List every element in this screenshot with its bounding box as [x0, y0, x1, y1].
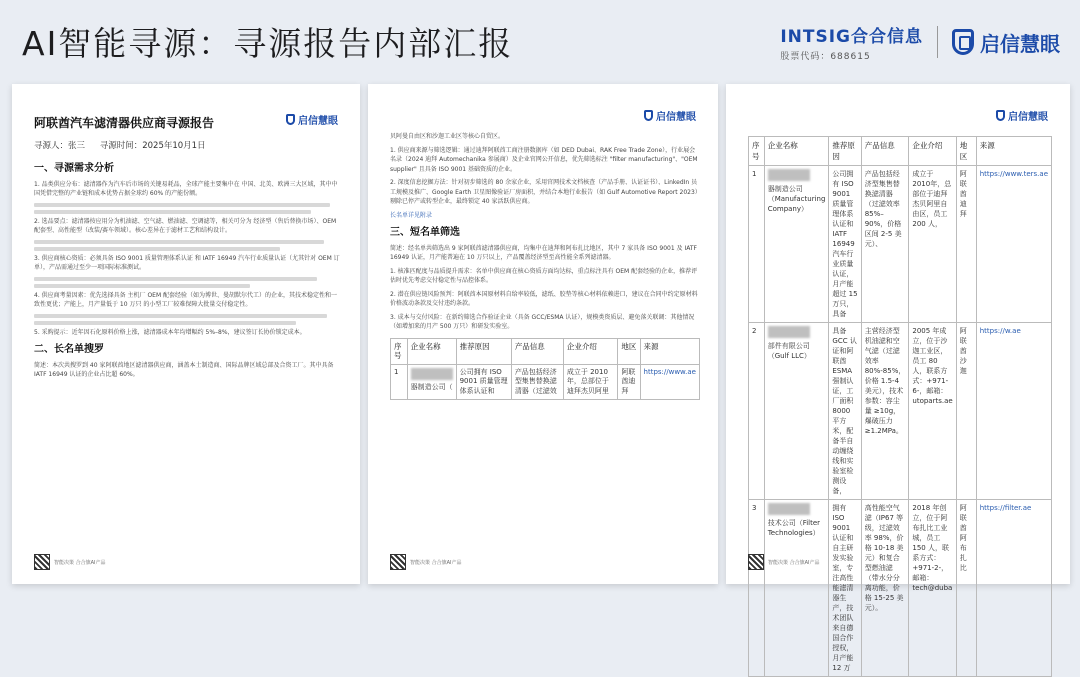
table-header: 地区	[956, 137, 976, 166]
table-cell: 阿联酋迪拜	[956, 166, 976, 323]
table-header: 产品信息	[511, 338, 563, 364]
shield-icon	[644, 110, 653, 121]
report-date: 寻源时间：2025年10月1日	[99, 141, 206, 151]
table-header-row	[749, 137, 1052, 166]
table-cell: 产品包括经济型集售替换滤清器（过滤效	[511, 364, 563, 400]
shortlist-table-wrap	[748, 136, 1052, 677]
footer-text: 智能决策 合合旗AI产品	[54, 559, 106, 566]
table-cell: 阿联酋迪拜	[618, 364, 640, 400]
page-footer	[390, 554, 462, 570]
report-page-1	[12, 84, 360, 584]
shield-icon	[996, 110, 1005, 121]
qr-code-icon	[748, 554, 764, 570]
table-header: 企业名称	[764, 137, 829, 166]
table-row	[749, 166, 1052, 323]
table-cell: 2018 年创立，位于阿布扎比工业城，员工 150 人，联系方式：+971-2-，邮箱：tech@duba	[909, 500, 956, 677]
shield-icon	[286, 114, 295, 125]
table-header: 企业名称	[407, 338, 456, 364]
section-heading: 二、长名单搜罗	[34, 344, 104, 355]
paragraph: 2. 深度信息挖掘方法：针对初步筛选的 80 余家企业，采用官网技术文档核查（产品手册、认证证书）、LinkedIn 员工规模及推广、Google Earth 卫星图像验证厂房面积，并结合本地行业报告（如 Gulf Automotive Report 2023）剔除已停产或转型企业，最终锁定 40 家活跃供应商。	[390, 179, 698, 205]
qr-code-icon	[390, 554, 406, 570]
paragraph: 1. 品类供应分布：滤清器作为汽车后市场的关键易耗品，全球产能主要集中在 中国、北美、欧洲三大区域，其中中国凭借完整的产业链和成本优势占据全球约 60% 的产能份额。	[34, 180, 338, 197]
table-header: 产品信息	[861, 137, 909, 166]
page-footer	[34, 554, 106, 570]
page-logo	[286, 112, 338, 127]
report-title: 阿联酋汽车滤清器供应商寻源报告	[34, 116, 215, 130]
page-logo-text: 启信慧眼	[656, 112, 696, 123]
section-heading: 一、寻源需求分析	[34, 163, 114, 174]
table-header: 推荐原因	[456, 338, 511, 364]
paragraph: 2. 选品要点：滤清器按应用分为机油滤、空气滤、燃油滤、空调滤等，相关可分为 经济型（售后替换市场）、OEM 配套型、高性能型（改装/赛车领域）。核心差异在于滤材工艺和结构设计。	[34, 217, 337, 234]
table-header: 来源	[976, 137, 1051, 166]
paragraph: 简述：经名单共筛选出 9 家阿联酋滤清器供应商，均集中在迪拜和阿布扎比地区，其中 7 家具备 ISO 9001 及 IATF 16949 认证，月产能普遍在 10 万只以上，产品覆盖经济型至高性能全系列滤清器。	[390, 244, 697, 261]
table-cell: 1	[391, 364, 408, 400]
logo-divider	[937, 26, 938, 58]
table-header: 企业介绍	[563, 338, 618, 364]
table-cell[interactable]: https://www.ters.ae	[976, 166, 1051, 323]
brand-logo	[952, 28, 1060, 57]
table-cell: 主营经济型机油滤和空气滤（过滤效率 80%-85%，价格 1.5-4 美元），技术参数：容尘量 ≥10g，爆破压力 ≥1.2MPa。	[861, 323, 909, 500]
intsig-name: INTSIG合合信息	[780, 27, 923, 47]
table-cell: 技术公司（Filter Technologies）	[764, 500, 829, 677]
paragraph: 3. 供应商核心资质：必须具备 ISO 9001 质量管理体系认证 和 IATF 16949 汽车行业质量认证（尤其针对 OEM 订单），产品需通过至少一项国际标准测试。	[34, 254, 340, 271]
requester: 寻源人：张三	[34, 141, 86, 151]
page-logo	[996, 108, 1048, 123]
table-cell: 器制造公司（Manufacturing Company）	[764, 166, 829, 323]
table-cell[interactable]: https://w.ae	[976, 323, 1051, 500]
table-header: 序号	[749, 137, 765, 166]
table-cell: 公司拥有 ISO 9001 质量管理体系认证和	[456, 364, 511, 400]
table-header: 地区	[618, 338, 640, 364]
slide-title: AI智能寻源：寻源报告内部汇报	[22, 24, 514, 63]
table-header: 推荐原因	[829, 137, 861, 166]
table-cell: 2005 年成立，位于沙迦工业区，员工 80 人，联系方式：+971-6-，邮箱：utoparts.ae	[909, 323, 956, 500]
footer-text: 智能决策 合合旗AI产品	[768, 559, 820, 566]
table-cell: 2	[749, 323, 765, 500]
table-header: 来源	[640, 338, 699, 364]
table-cell: 具备 GCC 认证和阿联酋 ESMA 强制认证，工厂面积 8000 平方米，配备半自动缠绕线和实验室检测设备，	[829, 323, 861, 500]
paragraph: 1. 供应商来源与筛选逻辑：通过迪拜阿联酋工商注册数据库（如 DED Dubai、RAK Free Trade Zone），行业展会名录（2024 迪拜 Automechanika 参展商）及企业官网公开信息，优先筛选标注 "filter manufacturing"、"OEM supplier" 且具备 ISO 9001 基础资质的企业。	[390, 146, 698, 173]
page-footer	[748, 554, 820, 570]
report-body	[390, 132, 700, 400]
page-logo-text: 启信慧眼	[1008, 112, 1048, 123]
table-header: 序号	[391, 338, 408, 364]
shortlist-table	[390, 338, 700, 401]
table-cell: 阿联酋沙迦	[956, 323, 976, 500]
paragraph: 贝阿曼自由区和沙迦工业区等核心自贸区。	[390, 133, 505, 140]
table-cell: 部件有限公司（Gulf LLC）	[764, 323, 829, 500]
table-cell: 器制造公司（	[407, 364, 456, 400]
table-cell: 1	[749, 166, 765, 323]
appendix-link[interactable]: 长名单详见附录	[390, 211, 433, 219]
brand-name: 启信慧眼	[980, 31, 1060, 56]
table-cell: 高性能空气滤（IP67 等级，过滤效率 98%，价格 10-18 美元）和复合型燃油滤（带水分分离功能，价格 15-25 美元）。	[861, 500, 909, 677]
paragraph: 2. 潜在供应链风险预判：阿联酋本国原材料自给率较低，滤纸、胶垫等核心材料依赖进口，建议在合同中约定原材料价格波动条款及交付违约条款。	[390, 290, 698, 307]
qr-code-icon	[34, 554, 50, 570]
header-logos	[780, 22, 1060, 62]
paragraph: 3. 成本与交付风险：在新约筛选合作验证企业（具备 GCC/ESMA 认证），规模类资质层、避免落关联调：其他情况（如增加来的月产 500 万只）和研发实验室。	[390, 313, 695, 330]
table-row	[391, 364, 700, 400]
table-cell: 阿联酋阿布扎比	[956, 500, 976, 677]
report-page-3	[726, 84, 1070, 672]
table-cell: 成立于 2010年，总部位于迪拜杰贝阿里	[563, 364, 618, 400]
page-logo-text: 启信慧眼	[298, 116, 338, 127]
table-row	[749, 500, 1052, 677]
table-cell: 产品包括经济型集售替换滤清器（过滤效率 85%–90%，价格区间 2-5 美元）、	[861, 166, 909, 323]
intsig-stock: 股票代码：688615	[780, 52, 871, 62]
paragraph: 5. 采购提示：近年因石化原料价格上涨，滤清器成本年均增幅约 5%–8%，建议签订长协价锁定成本。	[34, 328, 306, 336]
paragraph: 4. 供应商考量因素：优先选择具备 主机厂 OEM 配套经验（如为博世、曼胡默尔代工）的企业，其技术稳定性和一致性更优；产能上，月产量低于 10 万只 的小型工厂较难保障大批量交付稳定性。	[34, 291, 338, 308]
report-body	[34, 156, 342, 384]
report-page-2	[368, 84, 718, 584]
intsig-logo	[780, 22, 923, 62]
table-cell[interactable]: https://www.ae	[640, 364, 699, 400]
paragraph: 简述：本次共搜罗到 40 家阿联酋地区滤清器供应商，涵盖本土制造商、国际品牌区域总部及合资工厂。其中具备 IATF 16949 认证的企业占比超 60%。	[34, 361, 334, 378]
table-cell: 成立于 2010年，总部位于迪拜杰贝阿里自由区，员工 200 人，	[909, 166, 956, 323]
section-heading: 三、短名单筛选	[390, 227, 460, 238]
shortlist-table	[748, 136, 1052, 677]
shield-icon	[952, 29, 974, 55]
report-meta	[34, 139, 218, 151]
table-cell: 拥有 ISO 9001 认证和自主研发实验室，专注高性能滤清器生产，技术团队来自德国合作授权，月产能 12 万	[829, 500, 861, 677]
table-row	[749, 323, 1052, 500]
table-cell: 公司拥有 ISO 9001 质量管理体系认证和 IATF 16949 汽车行业质量认证，月产能超过 15 万只，具备	[829, 166, 861, 323]
footer-text: 智能决策 合合旗AI产品	[410, 559, 462, 566]
table-header: 企业介绍	[909, 137, 956, 166]
table-cell[interactable]: https://filter.ae	[976, 500, 1051, 677]
table-cell: 3	[749, 500, 765, 677]
paragraph: 1. 核准匹配度与品质提升需求：名单中供应商在核心资质方面均达标，重点标注具有 OEM 配套经验的企业，推荐评估时优先考虑交付稳定性与品控体系。	[390, 267, 698, 284]
table-header-row	[391, 338, 700, 364]
page-logo	[644, 108, 696, 123]
